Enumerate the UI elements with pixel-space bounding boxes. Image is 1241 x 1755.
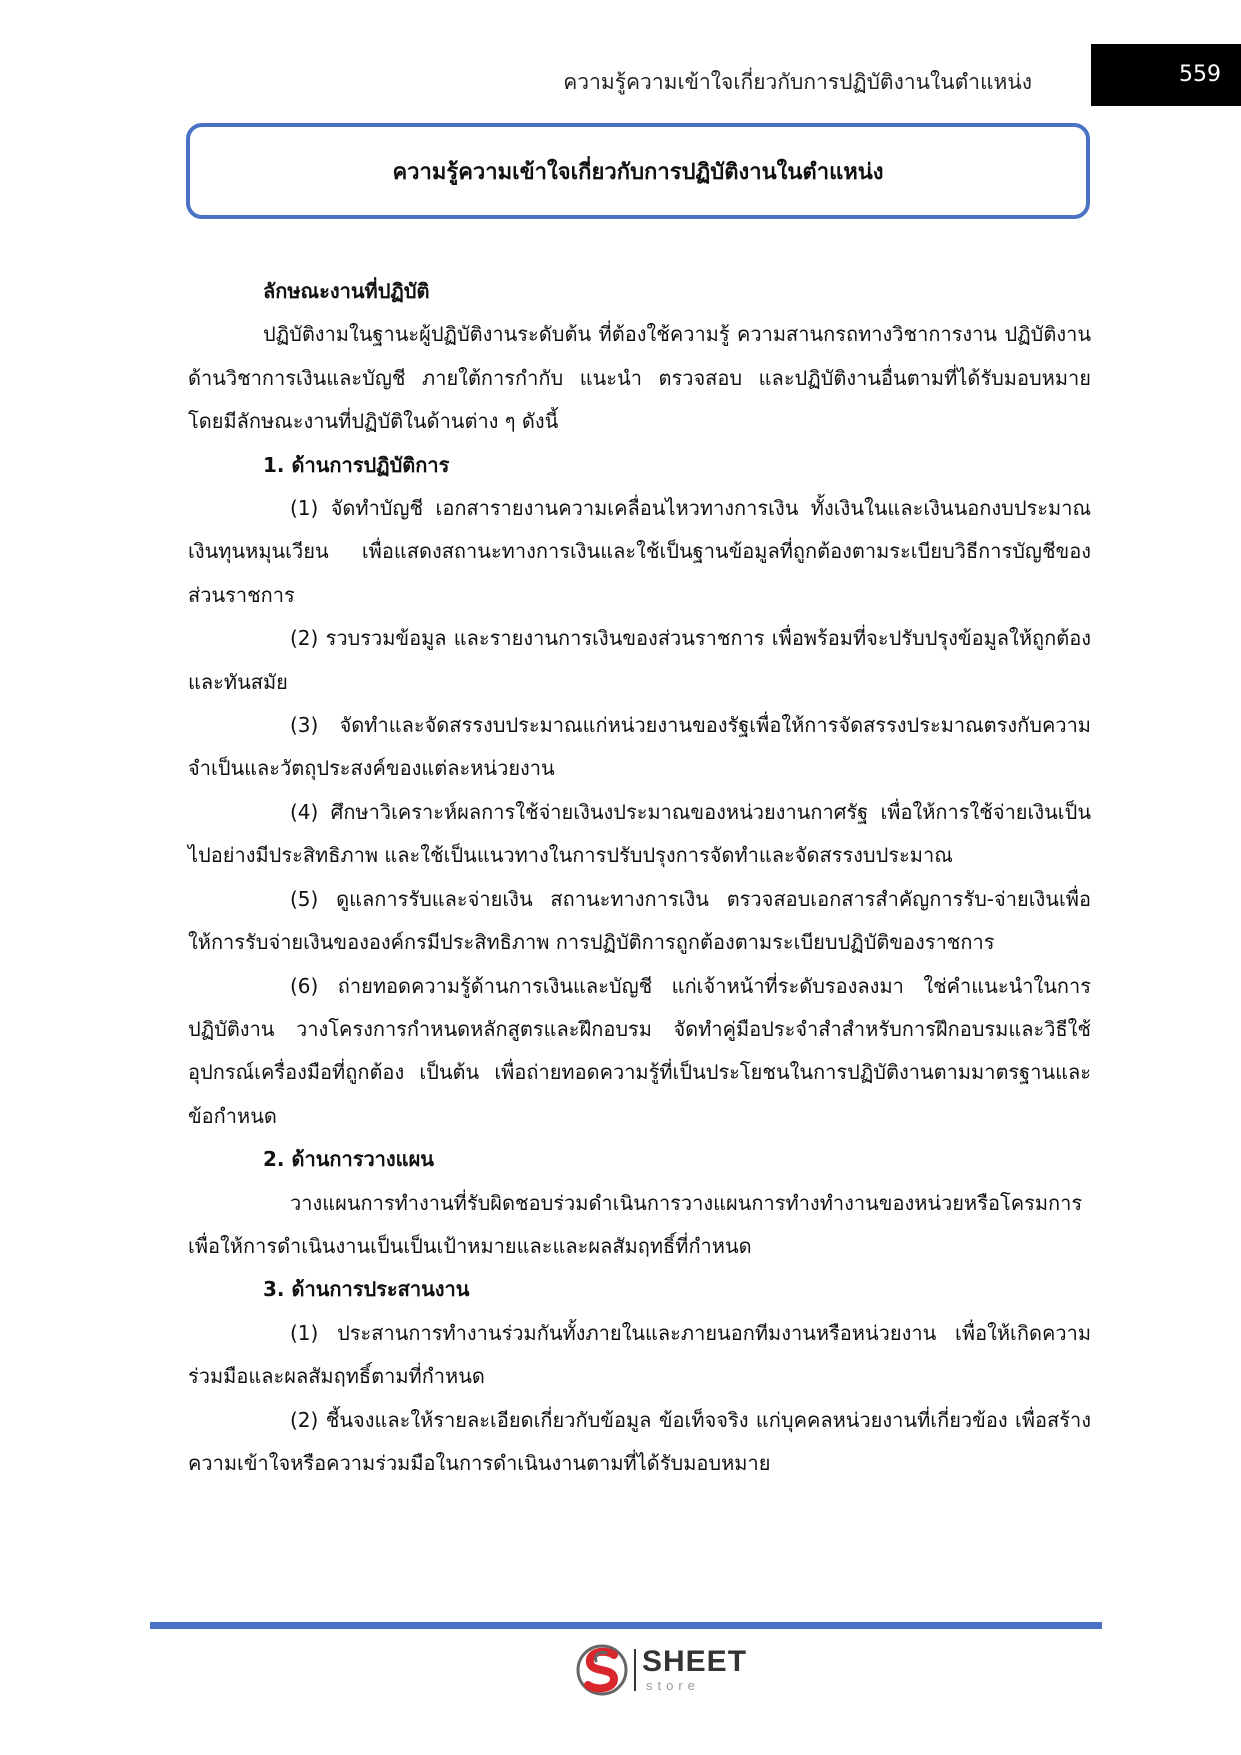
title-box bbox=[186, 123, 1090, 219]
intro-paragraph: ปฏิบัติงามในฐานะผู้ปฏิบัติงานระดับต้น ที่ต้องใช้ความรู้ ความสานกรถทางวิชาการงาน ปฏิบัติงานด้านวิชาการเงินและบัญชี ภายใต้การกำกับ แนะนำ ตรวจสอบ และปฏิบัติงานอื่นตามที่ได้รับมอบหมาย โดยมีลักษณะงานที่ปฏิบัติในด้านต่าง ๆ ดังนี้ bbox=[188, 322, 1091, 434]
logo-subtext: store bbox=[646, 1678, 700, 1693]
part3-item-1: (1) ประสานการทำงานร่วมกันทั้งภายในและภายนอกทีมงานหรือหน่วยงาน เพื่อให้เกิดความร่วมมือและผลสัมฤทธิ์ตามที่กำหนด bbox=[188, 1320, 1091, 1389]
sheet-store-logo bbox=[576, 1643, 756, 1697]
part1-item-2: (2) รวบรวมข้อมูล และรายงานการเงินของส่วนราชการ เพื่อพร้อมที่จะปรับปรุงข้อมูลให้ถูกต้องและทันสมัย bbox=[188, 626, 1091, 694]
part2-paragraph: วางแผนการทำงานที่รับผิดชอบร่วมดำเนินการวางแผนการทำงทำงานของหน่วยหรือโครมการเพื่อให้การดำเนินงานเป็นเป็นเป้าหมายและและผลสัมฤทธิ์ที่กำหนด bbox=[188, 1190, 1083, 1258]
logo-text: SHEET bbox=[642, 1645, 748, 1678]
page-number-box bbox=[1091, 44, 1241, 106]
logo-separator bbox=[634, 1649, 636, 1691]
part1-item-4: (4) ศึกษาวิเคราะห์ผลการใช้จ่ายเงินงประมาณของหน่วยงานกาศรัฐ เพื่อให้การใช้จ่ายเงินเป็นไปอย่างมีประสิทธิภาพ และใช้เป็นแนวทางในการปรับปรุงการจัดทำและจัดสรรงบประมาณ bbox=[188, 799, 1091, 868]
part1-item-1: (1) จัดทำบัญชี เอกสารายงานความเคลื่อนไหวทางการเงิน ทั้งเงินในและเงินนอกงบประมาณ เงินทุนหมุนเวียน เพื่อแสดงสถานะทางการเงินและใช้เป็นฐานข้อมูลที่ถูกต้องตามระเบียบวิธีการบัญชีของส่วนราชการ bbox=[188, 496, 1091, 607]
part3-item-2: (2) ชี้นจงและให้รายละเอียดเกี่ยวกับข้อมูล ข้อเท็จจริง แก่บุคคลหน่วยงานที่เกี่ยวข้อง เพื่อสร้างความเข้าใจหรือความร่วมมือในการดำเนินงานตามที่ได้รับมอบหมาย bbox=[188, 1407, 1091, 1475]
part1-item-5: (5) ดูแลการรับและจ่ายเงิน สถานะทางการเงิน ตรวจสอบเอกสารสำคัญการรับ-จ่ายเงินเพื่อให้การรับจ่ายเงินขององค์กรมีประสิทธิภาพ การปฏิบัติการถูกต้องตามระเบียบปฏิบัติของราชการ bbox=[188, 886, 1091, 955]
part3-heading: 3. ด้านการประสานงาน bbox=[263, 1277, 470, 1302]
page-title: ความรู้ความเข้าใจเกี่ยวกับการปฏิบัติงานในตำแหน่ง bbox=[392, 159, 884, 185]
sheet-logo-icon bbox=[576, 1643, 628, 1697]
document-body bbox=[188, 270, 1091, 1485]
part2-heading: 2. ด้านการวางแผน bbox=[263, 1147, 434, 1172]
section-heading: ลักษณะงานที่ปฏิบัติ bbox=[263, 279, 430, 303]
part1-item-6: (6) ถ่ายทอดความรู้ด้านการเงินและบัญชี แก่เจ้าหน้าที่ระดับรองลงมา ใช่คำแนะนำในการปฏิบัติงาน วางโครงการกำหนดหลักสูตรและฝึกอบรม จัดทำคู่มือประจำสำสำหรับการฝึกอบรมและวิธีใช้อุปกรณ์เครื่องมือที่ถูกต้อง เป็นต้น เพื่อถ่ายทอดความรู้ที่เป็นประโยชนในการปฏิบัติงานตามมาตรฐานและข้อกำหนด bbox=[188, 973, 1091, 1128]
footer-rule bbox=[150, 1622, 1102, 1629]
part1-heading: 1. ด้านการปฏิบัติการ bbox=[263, 452, 450, 477]
page-number: 559 bbox=[1179, 62, 1221, 87]
running-header-title: ความรู้ความเข้าใจเกี่ยวกับการปฏิบัติงานในตำแหน่ง bbox=[563, 70, 1032, 94]
part1-item-3: (3) จัดทำและจัดสรรงบประมาณแก่หน่วยงานของรัฐเพื่อให้การจัดสรรงประมาณตรงกับความจำเป็นและวัตถุประสงค์ของแต่ละหน่วยงาน bbox=[188, 713, 1091, 781]
